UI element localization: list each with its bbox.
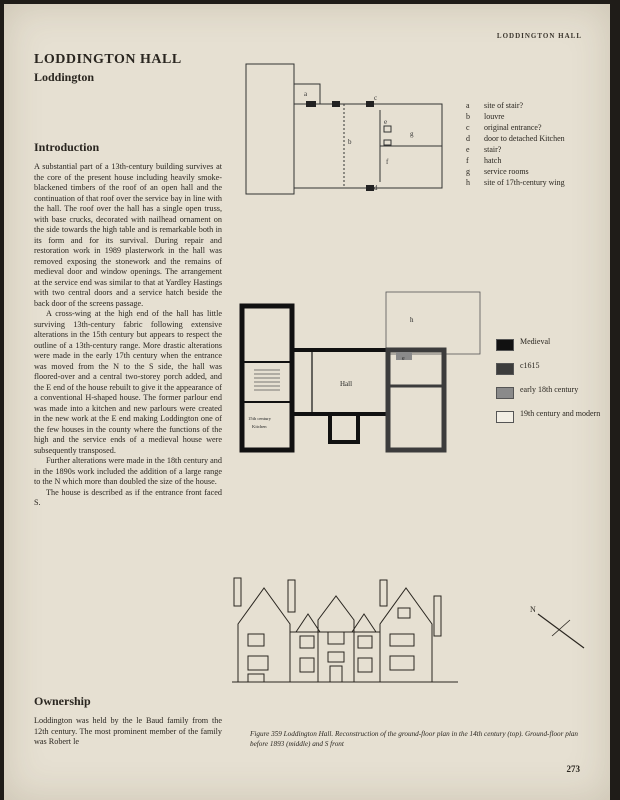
elevation-window: [328, 632, 344, 644]
introduction-heading: Introduction: [34, 140, 100, 154]
plan-letter: g: [410, 130, 414, 138]
elevation-window: [300, 658, 314, 672]
plan-letter: h: [410, 316, 414, 324]
legend-item: 19th century and modern: [496, 409, 600, 433]
elevation-window: [248, 634, 264, 646]
running-head: LODDINGTON HALL: [496, 32, 582, 40]
elevation-dormer: [352, 614, 376, 632]
figure-caption: Figure 359 Loddington Hall. Reconstruction of the ground-floor plan in the 14th century (top). Ground-floor plan before 1893 (middle) and S front: [250, 730, 579, 748]
plan-key: [466, 100, 565, 188]
plan-room-label-kitchen: 15th century: [248, 416, 272, 421]
elevation-window: [398, 608, 410, 618]
plan-14th-century: [240, 60, 446, 200]
legend-item: c1615: [496, 361, 600, 385]
plan-door: [332, 101, 340, 107]
elevation-window: [248, 656, 268, 670]
plan-key-item: d door to detached Kitchen: [466, 134, 565, 143]
page-title: LODDINGTON HALL: [34, 52, 182, 67]
plan-porch: [330, 414, 358, 442]
legend-swatch-c1615: [496, 363, 514, 375]
north-arrow-crossbar: [552, 620, 570, 636]
plan-key-item: c original entrance?: [466, 123, 542, 132]
plan-hatch: [384, 140, 391, 145]
elevation-door: [330, 666, 342, 682]
elevation-window: [328, 652, 344, 662]
elevation-chimney: [234, 578, 241, 606]
elevation-window: [390, 656, 414, 670]
plan-letter: b: [348, 138, 352, 146]
plan-wall: [246, 64, 294, 194]
north-arrow-shaft: [538, 614, 584, 648]
introduction-paragraph: Further alterations were made in the 18th century and in the 1890s work included the addition of a large range to the N which more than doubled the size of the house.: [34, 456, 222, 486]
elevation-window: [248, 674, 264, 682]
legend-swatch-19th-modern: [496, 411, 514, 423]
elevation-hall-range: [290, 632, 380, 682]
plan-17th-century-wing-site: [386, 292, 480, 354]
plan-key-item: f hatch: [466, 156, 502, 165]
plan-door: [366, 101, 374, 107]
introduction-paragraph: A cross-wing at the high end of the hall has little surviving 13th-century fabric following extensive alterations in the 15th century but appears to respect the outline of a 13th-century range. More drastic alterations were made in the early 17th century when the entrance was moved from the N to the S side, the hall was floored-over and a central two-storey porch added, and the E end of the house rebuilt to give it the appearance of a conventional H-shaped house. The former parlour end was made into a kitchen and new parlours were created in the new work at the E end making Loddington one of the few houses in the county where the functions of the high and the service ends of a medieval house were subsequently transposed.: [34, 309, 222, 455]
ownership-heading: Ownership: [34, 694, 91, 708]
elevation-chimney: [288, 580, 295, 612]
plan-hatch: [384, 126, 391, 132]
elevation-dormer: [296, 614, 320, 632]
introduction-paragraph: A substantial part of a 13th-century building survives at the core of the present house including heavily smoke-blackened timbers of the roof of an open hall and the continuation of that roof over the service bay in line with the hall. The roof over the hall has a single open truss, with base crucks, decorated with nailhead ornament on the side towards the high table and is remarkable both in its form and for its survival. During repair and restoration work in 1989 plasterwork in the hall was removed exposing the stonework and the remains of medieval door and window openings. The arrangement at the service end was similar to that at Yardley Hastings with two central doors and a service hatch beside the back door of the screens passage.: [34, 162, 222, 308]
north-arrow: [530, 602, 590, 652]
plan-door: [306, 101, 316, 107]
elevation-window: [390, 634, 414, 646]
plan-key-item: a site of stair?: [466, 101, 524, 110]
plan-letter: e: [402, 356, 405, 362]
plan-door: [366, 185, 374, 191]
north-label: N: [530, 605, 536, 614]
legend-item: early 18th century: [496, 385, 600, 409]
plan-east-wing: [388, 350, 444, 450]
plan-letter: a: [304, 90, 308, 98]
introduction-text: [34, 162, 222, 509]
elevation-chimney: [380, 580, 387, 606]
plan-room-label-kitchen: Kitchen: [252, 424, 267, 429]
plan-letter: c: [374, 94, 378, 102]
plan-letter: f: [386, 158, 389, 166]
legend-swatch-medieval: [496, 339, 514, 351]
plan-letter: d: [374, 184, 378, 192]
ownership-text: [34, 716, 222, 748]
plan-key-item: h site of 17th-century wing: [466, 178, 565, 187]
elevation-porch-gable: [318, 596, 354, 682]
plan-key-item: g service rooms: [466, 167, 529, 176]
plan-key-item: e stair?: [466, 145, 502, 154]
plan-room-label-hall: Hall: [340, 380, 353, 388]
plan-before-1893: [236, 290, 482, 458]
plan-letter: e: [384, 118, 388, 126]
ownership-paragraph: Loddington was held by the le Baud family from the 12th century. The most prominent member of the family was Robert le: [34, 716, 222, 746]
book-page: [4, 4, 610, 800]
south-front-elevation: [230, 574, 460, 686]
legend-swatch-early-18th: [496, 387, 514, 399]
page-subtitle: Loddington: [34, 70, 95, 84]
period-legend: [496, 337, 600, 433]
page-number: 273: [566, 764, 580, 774]
elevation-east-gable: [380, 588, 432, 682]
legend-item: Medieval: [496, 337, 600, 361]
elevation-window: [358, 636, 372, 648]
introduction-paragraph: The house is described as if the entrance front faced S.: [34, 487, 222, 507]
elevation-window: [300, 636, 314, 648]
elevation-window: [358, 658, 372, 672]
plan-key-item: b louvre: [466, 112, 505, 121]
elevation-chimney: [434, 596, 441, 636]
